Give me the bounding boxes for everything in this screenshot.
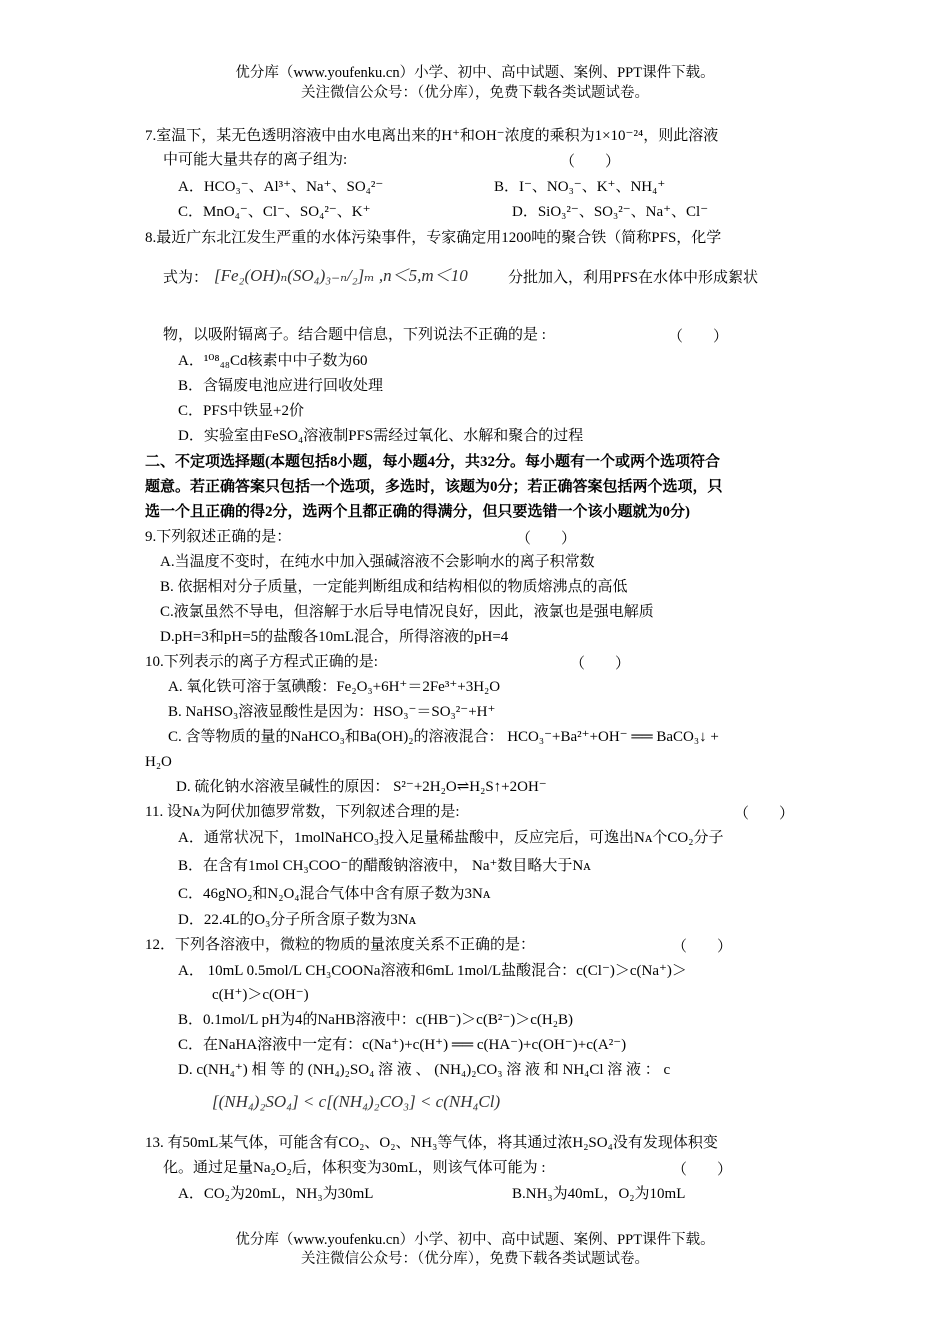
q8-option-c: C．PFS中铁显+2价 <box>178 403 304 419</box>
q8-option-b: B．含镉废电池应进行回收处理 <box>178 378 384 394</box>
q10-option-d: D. 硫化钠水溶液呈碱性的原因： S²⁻+2H₂O⇌H₂S↑+2OH⁻ <box>176 779 547 795</box>
q8-pfs-formula: [Fe₂(OH)ₙ(SO₄)₃₋ₙ/₂]ₘ ,n＜5,m＜10 <box>214 266 468 285</box>
section-2-instructions-line-1: 二、不定项选择题(本题包括8小题，每小题4分，共32分。每小题有一个或两个选项符合 <box>145 454 720 470</box>
q10-option-a: A. 氧化铁可溶于氢碘酸：Fe₂O₃+6H⁺＝2Fe³⁺+3H₂O <box>168 679 501 695</box>
q12-option-a-line-2: c(H⁺)＞c(OH⁻) <box>212 987 309 1003</box>
q13-stem-line-2: 化。通过足量Na₂O₂后，体积变为30mL，则该气体可能为 : <box>163 1160 546 1176</box>
q12-option-d-formula: [(NH₄)₂SO₄] < c[(NH₄)₂CO₃] < c(NH₄Cl) <box>212 1092 501 1111</box>
q7-stem-line-1: 7.室温下，某无色透明溶液中由水电离出来的H⁺和OH⁻浓度的乘积为1×10⁻²⁴，则此溶液 <box>145 128 719 144</box>
q9-option-a: A.当温度不变时，在纯水中加入强碱溶液不会影响水的离子积常数 <box>160 554 595 570</box>
q8-formula-tail: 分批加入，利用PFS在水体中形成絮状 <box>508 270 759 286</box>
q13-stem-line-1: 13. 有50mL某气体，可能含有CO₂、O₂、NH₃等气体，将其通过浓H₂SO₄没有发现体积变 <box>145 1135 718 1151</box>
q7-answer-paren: （ ） <box>560 154 621 170</box>
q7-stem-line-2: 中可能大量共存的离子组为: <box>163 152 348 168</box>
q11-option-c: C．46gNO₂和N₂O₄混合气体中含有原子数为3Nᴀ <box>178 886 491 902</box>
q11-option-b: B．在含有1mol CH₃COO⁻的醋酸钠溶液中， Na⁺数目略大于Nᴀ <box>178 858 591 874</box>
section-2-instructions-line-2: 题意。若正确答案只包括一个选项，多选时，该题为0分；若正确答案包括两个选项，只 <box>145 479 723 495</box>
page-header-line-1: 优分库（www.youfenku.cn）小学、初中、高中试题、案例、PPT课件下载。 <box>235 65 715 81</box>
page-footer-line-2: 关注微信公众号：（优分库），免费下载各类试题试卷。 <box>301 1251 649 1267</box>
q10-answer-paren: （ ） <box>570 656 631 672</box>
q10-option-b: B. NaHSO₃溶液显酸性是因为：HSO₃⁻＝SO₃²⁻+H⁺ <box>168 704 496 720</box>
q11-stem: 11. 设Nᴀ为阿伏加德罗常数，下列叙述合理的是: <box>145 804 460 820</box>
q10-option-c-line-2: H₂O <box>145 754 172 770</box>
q7-option-c: C．MnO₄⁻、Cl⁻、SO₄²⁻、K⁺ <box>178 204 371 220</box>
q11-option-d: D．22.4L的O₃分子所含原子数为3Nᴀ <box>178 912 417 928</box>
q8-option-a: A．¹⁰⁸₄₈Cd核素中中子数为60 <box>178 353 368 369</box>
q9-answer-paren: （ ） <box>516 531 577 547</box>
q12-option-a-line-1: A． 10mL 0.5mol/L CH₃COONa溶液和6mL 1mol/L盐酸混合：c(Cl⁻)＞c(Na⁺)＞ <box>178 963 687 979</box>
q10-option-c-line-1: C. 含等物质的量的NaHCO₃和Ba(OH)₂的溶液混合： HCO₃⁻+Ba²⁺+OH⁻ ══ BaCO₃↓ + <box>168 729 719 745</box>
page-header-line-2: 关注微信公众号：（优分库），免费下载各类试题试卷。 <box>301 85 649 101</box>
q10-stem: 10.下列表示的离子方程式正确的是: <box>145 654 378 670</box>
q13-option-b: B.NH₃为40mL，O₂为10mL <box>512 1186 686 1202</box>
q13-option-a: A．CO₂为20mL，NH₃为30mL <box>178 1186 374 1202</box>
q11-option-a: A．通常状况下，1molNaHCO₃投入足量稀盐酸中，反应完后，可逸出Nᴀ个CO₂分子 <box>178 830 724 846</box>
q7-option-d: D．SiO₃²⁻、SO₃²⁻、Na⁺、Cl⁻ <box>512 204 709 220</box>
q8-stem-line-3: 物，以吸附镉离子。结合题中信息，下列说法不正确的是 : <box>163 327 546 343</box>
q11-answer-paren: （ ） <box>734 806 795 822</box>
q9-option-b: B. 依据相对分子质量，一定能判断组成和结构相似的物质熔沸点的高低 <box>160 579 628 595</box>
q7-option-b: B．I⁻、NO₃⁻、K⁺、NH₄⁺ <box>494 179 666 195</box>
q8-formula-lead: 式为： <box>163 270 209 286</box>
section-2-instructions-line-3: 选一个且正确的得2分，选两个且都正确的得满分，但只要选错一个该小题就为0分) <box>145 504 690 520</box>
q12-option-c: C．在NaHA溶液中一定有：c(Na⁺)+c(H⁺) ══ c(HA⁻)+c(OH⁻)+c(A²⁻) <box>178 1037 627 1053</box>
q9-option-d: D.pH=3和pH=5的盐酸各10mL混合，所得溶液的pH=4 <box>160 629 509 645</box>
q12-answer-paren: （ ） <box>672 939 733 955</box>
q8-option-d: D．实验室由FeSO₄溶液制PFS需经过氧化、水解和聚合的过程 <box>178 428 584 444</box>
q12-option-d-line-1: D. c(NH₄⁺) 相 等 的 (NH₄)₂SO₄ 溶 液 、 (NH₄)₂CO₃ 溶 液 和 NH₄Cl 溶 液 ： c <box>178 1062 671 1078</box>
q7-option-a: A．HCO₃⁻、Al³⁺、Na⁺、SO₄²⁻ <box>178 179 384 195</box>
page-footer-line-1: 优分库（www.youfenku.cn）小学、初中、高中试题、案例、PPT课件下载。 <box>235 1232 715 1248</box>
q8-answer-paren: （ ） <box>668 329 729 345</box>
q12-stem: 12．下列各溶液中，微粒的物质的量浓度关系不正确的是： <box>145 937 536 953</box>
q13-answer-paren: （ ） <box>672 1162 733 1178</box>
q9-option-c: C.液氯虽然不导电，但溶解于水后导电情况良好，因此，液氯也是强电解质 <box>160 604 654 620</box>
q9-stem: 9.下列叙述正确的是： <box>145 529 292 545</box>
q12-option-b: B．0.1mol/L pH为4的NaHB溶液中：c(HB⁻)＞c(B²⁻)＞c(H₂B) <box>178 1012 573 1028</box>
q8-stem-line-1: 8.最近广东北江发生严重的水体污染事件，专家确定用1200吨的聚合铁（简称PFS，化学 <box>145 230 722 246</box>
